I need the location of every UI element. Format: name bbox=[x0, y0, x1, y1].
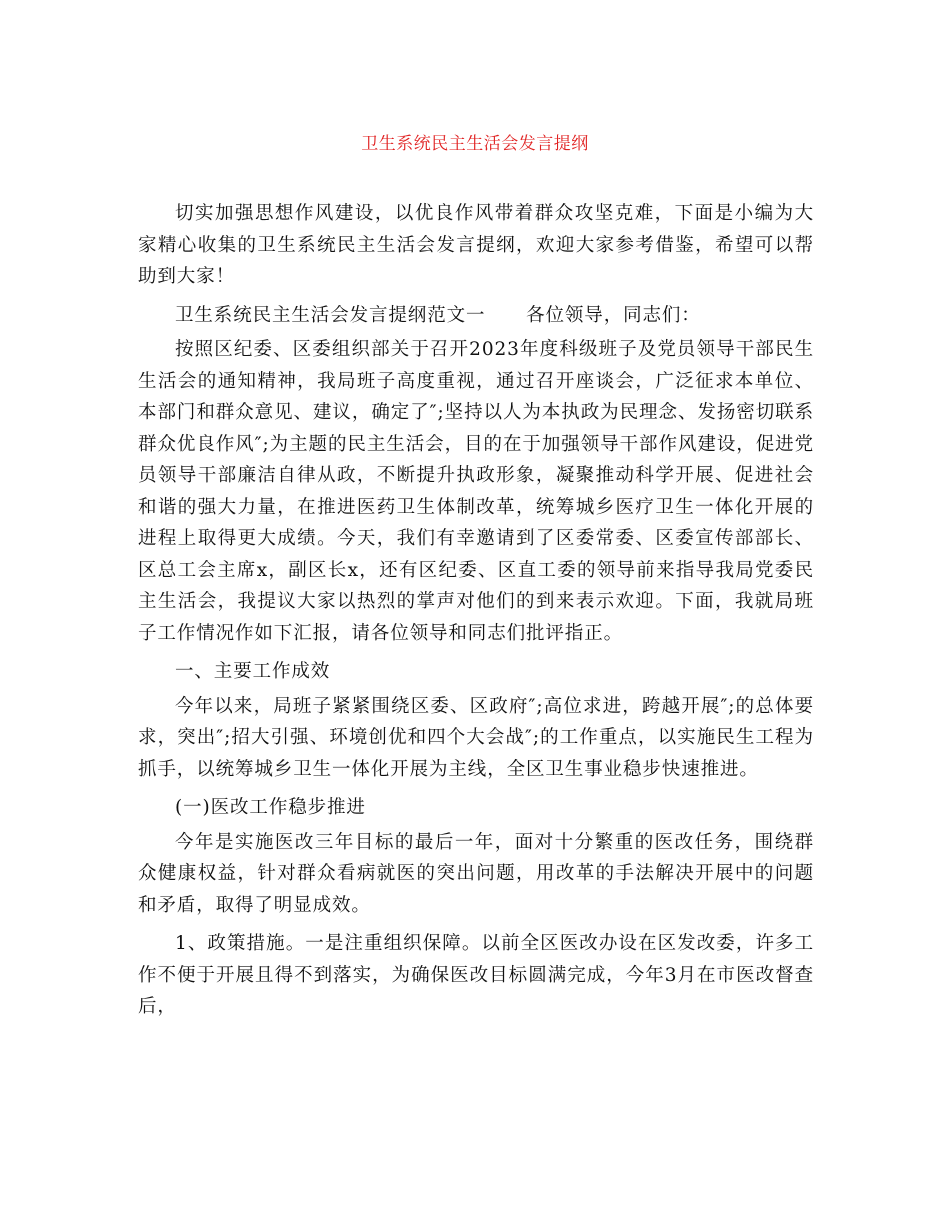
achievements-paragraph: 今年以来，局班子紧紧围绕区委、区政府″;高位求进，跨越开展″;的总体要求，突出″;招大引强、环境创优和四个大会战″;的工作重点，以实施民生工程为抓手，以统筹城乡卫生一体化开展为主线，全区卫生事业稳步快速推进。 bbox=[138, 695, 814, 780]
subsection-heading: (一)医改工作稳步推进 bbox=[175, 797, 366, 818]
document-body bbox=[138, 198, 814, 1030]
document-title: 卫生系统民主生活会发言提纲 bbox=[361, 134, 589, 154]
policy-paragraph: 1、政策措施。一是注重组织保障。以前全区医改办设在区发改委，许多工作不便于开展且得不到落实，为确保医改目标圆满完成，今年3月在市医改督查后， bbox=[138, 933, 814, 1017]
opening-paragraph: 按照区纪委、区委组织部关于召开2023年度科级班子及党员领导干部民生生活会的通知精神，我局班子高度重视，通过召开座谈会，广泛征求本单位、本部门和群众意见、建议，确定了″;坚持以人为本执政为民理念、发扬密切联系群众优良作风″;为主题的民主生活会，目的在于加强领导干部作风建设，促进党员领导干部廉洁自律从政，不断提升执政形象，凝聚推动科学开展、促进社会和谐的强大力量，在推进医药卫生体制改革，统筹城乡医疗卫生一体化开展的进程上取得更大成绩。今天，我们有幸邀请到了区委常委、区委宣传部部长、区总工会主席x，副区长x，还有区纪委、区直工委的领导前来指导我局党委民主生活会，我提议大家以热烈的掌声对他们的到来表示欢迎。下面，我就局班子工作情况作如下汇报，请各位领导和同志们批评指正。 bbox=[138, 339, 814, 644]
sample-heading: 卫生系统民主生活会发言提纲范文一 bbox=[175, 304, 486, 326]
section-heading-line bbox=[138, 300, 814, 332]
intro-paragraph: 切实加强思想作风建设，以优良作风带着群众攻坚克难，下面是小编为大家精心收集的卫生系统民主生活会发言提纲，欢迎大家参考借鉴，希望可以帮助到大家！ bbox=[138, 203, 814, 287]
salutation: 各位领导，同志们： bbox=[526, 304, 701, 326]
section-heading: 一、主要工作成效 bbox=[175, 661, 331, 682]
reform-paragraph: 今年是实施医改三年目标的最后一年，面对十分繁重的医改任务，围绕群众健康权益，针对群众看病就医的突出问题，用改革的手法解决开展中的问题和矛盾，取得了明显成效。 bbox=[138, 831, 814, 916]
